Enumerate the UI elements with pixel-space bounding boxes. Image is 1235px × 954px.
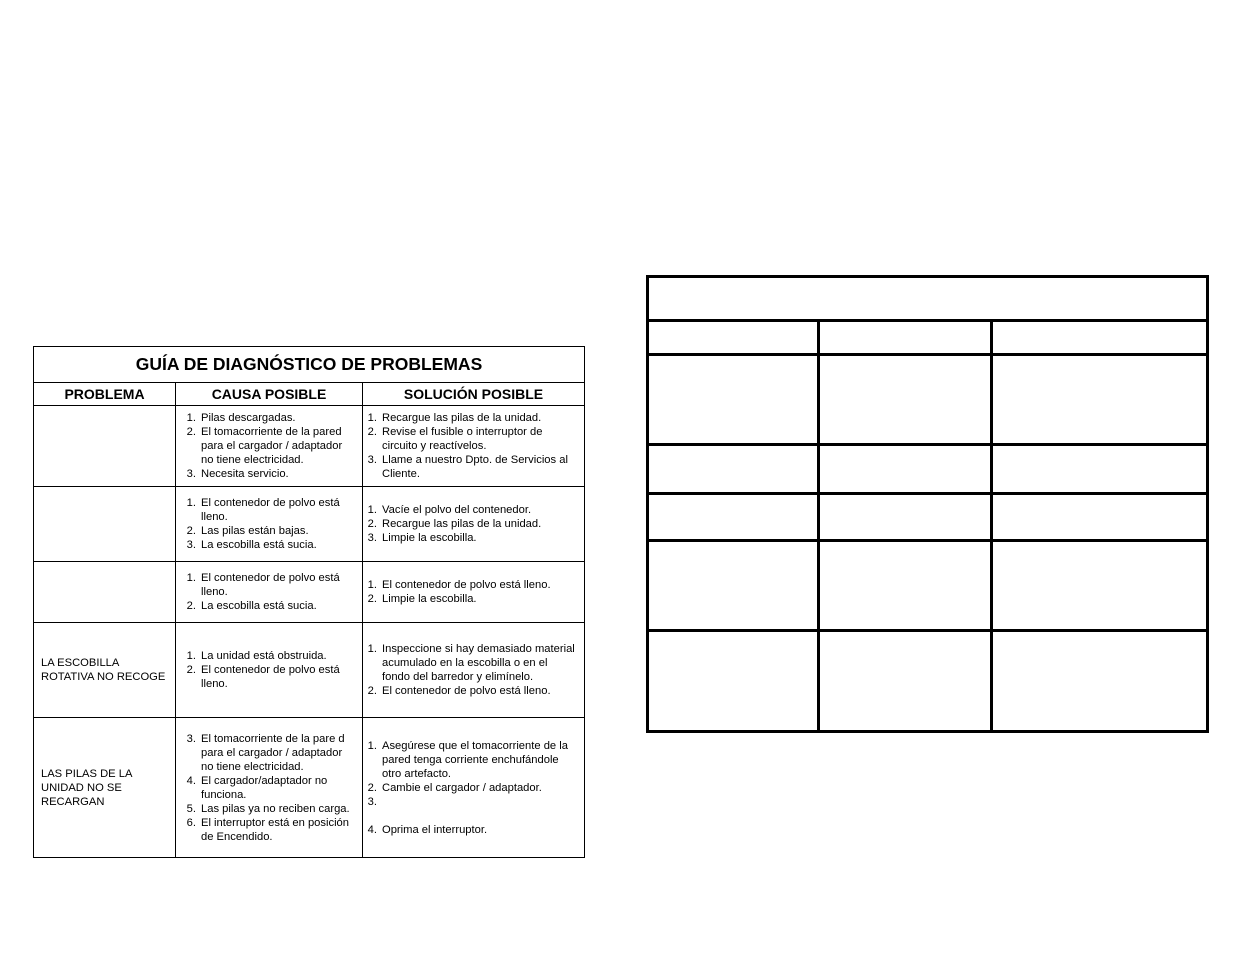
empty-cell: [819, 321, 992, 355]
guide-title: GUÍA DE DIAGNÓSTICO DE PROBLEMAS: [34, 347, 585, 383]
empty-cell: [819, 631, 992, 732]
table-row: [648, 355, 1208, 445]
list-item: 3. Limpie la escobilla.: [367, 532, 477, 544]
table-row: [648, 631, 1208, 732]
table-row: [648, 445, 1208, 494]
list-item: 2. Cambie el cargador / adaptador.: [367, 781, 542, 794]
empty-title-cell: [648, 277, 1208, 321]
solution-cell: [363, 406, 585, 487]
table-row: [648, 494, 1208, 541]
cause-cell: [176, 487, 363, 562]
list-item: 2. Revise el fusible o interruptor de circuito y reactívelos.: [367, 426, 543, 452]
list-item: 2. El contenedor de polvo está lleno.: [367, 685, 551, 697]
list-item: 1. Vacíe el polvo del contenedor.: [367, 504, 532, 516]
table-row: [34, 406, 585, 487]
problem-cell: LAS PILAS DE LA UNIDAD NO SE RECARGAN: [34, 718, 176, 858]
list-item: 6. El interruptor está en posición de Encendido.: [186, 816, 350, 843]
cause-cell: [176, 623, 363, 718]
empty-grid-table: [646, 275, 1209, 733]
list-item: 5. Las pilas ya no reciben carga.: [186, 802, 350, 815]
list-item: 2. El contenedor de polvo está lleno.: [186, 664, 340, 690]
cause-cell: [176, 718, 363, 858]
empty-cell: [992, 631, 1208, 732]
list-spacer: [363, 809, 578, 823]
problem-cell: [34, 487, 176, 562]
list-item: 2. Recargue las pilas de la unidad.: [367, 518, 542, 530]
list-item: 1. Recargue las pilas de la unidad.: [367, 412, 542, 424]
problem-cell: [34, 562, 176, 623]
empty-cell: [648, 321, 819, 355]
empty-cell: [648, 541, 819, 631]
empty-cell: [992, 321, 1208, 355]
header-problem: PROBLEMA: [34, 383, 176, 406]
list-item: 1. Inspeccione si hay demasiado material acumulado en la escobilla o en el fondo del barredor y elimínelo.: [367, 643, 575, 683]
list-item: 3.: [367, 795, 377, 808]
list-item: 4. Oprima el interruptor.: [367, 823, 488, 836]
cause-cell: [176, 406, 363, 487]
table-row: [34, 718, 585, 858]
table-row: [648, 541, 1208, 631]
list-item: 1. El contenedor de polvo está lleno.: [186, 497, 340, 523]
empty-cell: [648, 355, 819, 445]
empty-cell: [648, 445, 819, 494]
empty-cell: [992, 355, 1208, 445]
header-cause: CAUSA POSIBLE: [176, 383, 363, 406]
solution-cell: [363, 623, 585, 718]
list-item: 1. El contenedor de polvo está lleno.: [186, 572, 340, 598]
list-item: 3. Llame a nuestro Dpto. de Servicios al Cliente.: [367, 454, 568, 480]
list-item: 1. Asegúrese que el tomacorriente de la pared tenga corriente enchufándole otro artefacto.: [367, 739, 568, 780]
table-row: [648, 277, 1208, 321]
empty-cell: [992, 445, 1208, 494]
list-item: 3. La escobilla está sucia.: [186, 539, 317, 551]
table-row: [34, 623, 585, 718]
list-item: 3. El tomacorriente de la pare d para el cargador / adaptador no tiene electricidad.: [186, 732, 345, 773]
list-item: 2. Las pilas están bajas.: [186, 525, 309, 537]
list-item: 2. Limpie la escobilla.: [367, 593, 477, 605]
table-row: [648, 321, 1208, 355]
table-row: [34, 562, 585, 623]
cause-cell: [176, 562, 363, 623]
problem-cell: LA ESCOBILLA ROTATIVA NO RECOGE: [34, 623, 176, 718]
empty-cell: [992, 494, 1208, 541]
problem-cell: [34, 406, 176, 487]
troubleshooting-guide-table: [33, 346, 585, 858]
solution-cell: [363, 718, 585, 858]
header-solution: SOLUCIÓN POSIBLE: [363, 383, 585, 406]
table-row: [34, 487, 585, 562]
empty-cell: [819, 494, 992, 541]
list-item: 1. La unidad está obstruida.: [186, 650, 327, 662]
empty-cell: [648, 494, 819, 541]
empty-cell: [992, 541, 1208, 631]
solution-cell: [363, 487, 585, 562]
empty-cell: [819, 541, 992, 631]
solution-cell: [363, 562, 585, 623]
empty-cell: [819, 355, 992, 445]
list-item: 3. Necesita servicio.: [186, 468, 289, 480]
list-item: 4. El cargador/adaptador no funciona.: [186, 774, 328, 801]
list-item: 1. Pilas descargadas.: [186, 412, 296, 424]
list-item: 1. El contenedor de polvo está lleno.: [367, 579, 551, 591]
empty-cell: [819, 445, 992, 494]
list-item: 2. La escobilla está sucia.: [186, 600, 317, 612]
list-item: 2. El tomacorriente de la pared para el cargador / adaptador no tiene electricidad.: [186, 426, 343, 466]
empty-cell: [648, 631, 819, 732]
